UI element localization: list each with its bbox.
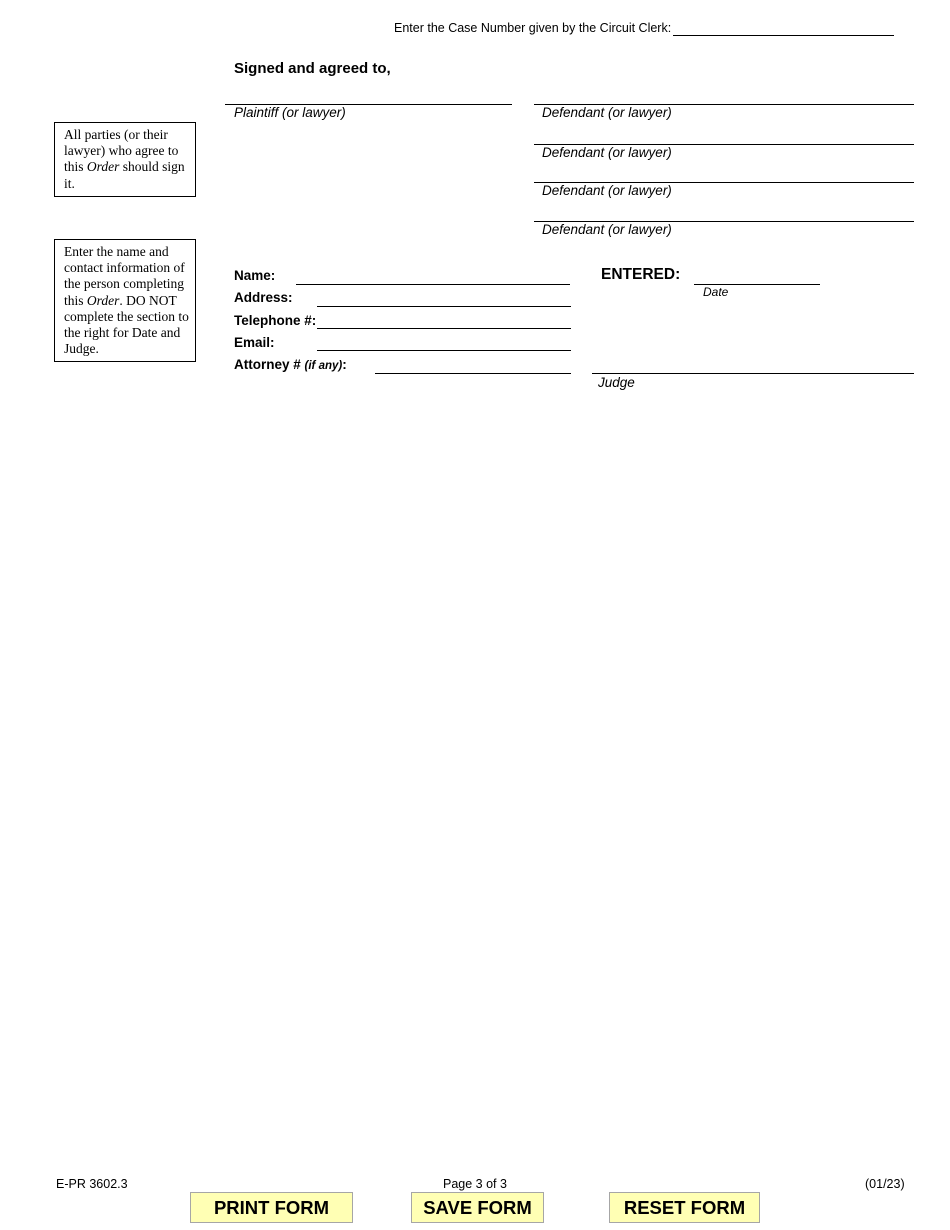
signed-agreed-heading: Signed and agreed to, <box>234 60 391 77</box>
contact-note-text-1: Enter the name and contact information of the person completing this <box>64 244 185 308</box>
case-number-field[interactable] <box>673 35 894 36</box>
date-label: Date <box>703 285 729 299</box>
save-form-button[interactable]: SAVE FORM <box>411 1192 544 1223</box>
judge-label: Judge <box>598 375 635 390</box>
defendant-label-4: Defendant (or lawyer) <box>542 222 672 237</box>
contact-info-note <box>54 239 196 362</box>
defendant-label-2: Defendant (or lawyer) <box>542 145 672 160</box>
contact-note-text-2: . DO NOT complete the section to the right for Date and Judge. <box>64 292 189 357</box>
page-indicator: Page 3 of 3 <box>443 1177 507 1191</box>
form-number: E-PR 3602.3 <box>56 1177 128 1191</box>
print-form-button[interactable]: PRINT FORM <box>190 1192 353 1223</box>
telephone-label: Telephone #: <box>234 313 317 328</box>
parties-note-text-2: should sign it. <box>64 159 185 191</box>
reset-form-button[interactable]: RESET FORM <box>609 1192 760 1223</box>
attorney-number-field[interactable] <box>375 373 571 374</box>
name-label: Name: <box>234 268 276 283</box>
email-label: Email: <box>234 335 275 350</box>
attorney-label <box>234 357 347 372</box>
parties-sign-note <box>54 122 196 197</box>
email-field[interactable] <box>317 350 571 351</box>
contact-note-emph: Order <box>86 292 120 308</box>
parties-note-emph: Order <box>86 159 120 175</box>
telephone-field[interactable] <box>317 328 571 329</box>
attorney-label-text: Attorney # <box>234 357 301 372</box>
address-label: Address: <box>234 290 293 305</box>
plaintiff-label: Plaintiff (or lawyer) <box>234 105 346 120</box>
defendant-label-3: Defendant (or lawyer) <box>542 183 672 198</box>
entered-label: ENTERED: <box>601 266 681 283</box>
attorney-label-suffix: (if any) <box>304 360 343 372</box>
name-field[interactable] <box>296 284 570 285</box>
parties-note-text-1: All parties (or their lawyer) who agree to this <box>64 127 179 175</box>
case-number-prompt: Enter the Case Number given by the Circuit Clerk: <box>394 21 672 35</box>
revision-date: (01/23) <box>865 1177 905 1191</box>
attorney-label-colon: : <box>342 357 347 372</box>
defendant-label-1: Defendant (or lawyer) <box>542 105 672 120</box>
judge-signature-line <box>592 373 914 374</box>
address-field[interactable] <box>317 306 571 307</box>
